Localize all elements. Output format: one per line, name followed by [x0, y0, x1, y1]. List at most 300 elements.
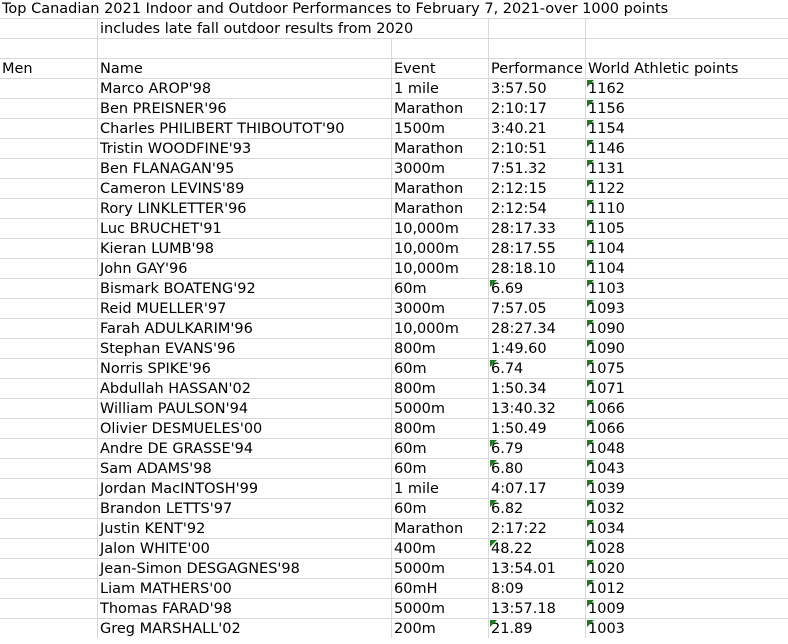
performance-cell[interactable]: [488, 98, 585, 118]
event-text: 800m: [394, 341, 436, 357]
section-cell[interactable]: [0, 578, 97, 598]
number-as-text-indicator-icon: [587, 420, 594, 427]
number-as-text-indicator-icon: [587, 320, 594, 327]
points-text: 1020: [588, 561, 625, 577]
section-cell[interactable]: [0, 78, 97, 98]
table-row: [0, 618, 788, 638]
performance-text: 2:12:54: [491, 201, 547, 217]
section-cell[interactable]: [0, 618, 97, 638]
name-cell[interactable]: [97, 578, 391, 598]
performance-cell[interactable]: [488, 158, 585, 178]
points-cell[interactable]: [585, 578, 788, 598]
number-as-text-indicator-icon: [587, 200, 594, 207]
name-cell[interactable]: [97, 258, 391, 278]
name-text: Olivier DESMUELES'00: [100, 421, 263, 437]
performance-text: 28:17.33: [491, 221, 556, 237]
performance-text: 13:54.01: [491, 561, 556, 577]
table-row: [0, 218, 788, 238]
event-text: 10,000m: [394, 221, 459, 237]
points-cell[interactable]: [585, 558, 788, 578]
name-text: Kieran LUMB'98: [100, 241, 214, 257]
performance-cell[interactable]: [488, 178, 585, 198]
table-row: [0, 498, 788, 518]
number-as-text-indicator-icon: [587, 520, 594, 527]
points-text: 1003: [588, 621, 625, 637]
cell[interactable]: [488, 18, 585, 38]
points-cell[interactable]: [585, 118, 788, 138]
number-as-text-indicator-icon: [490, 360, 497, 367]
points-text: 1032: [588, 501, 625, 517]
performance-cell[interactable]: [488, 498, 585, 518]
points-text: 1131: [588, 161, 625, 177]
points-cell[interactable]: [585, 238, 788, 258]
performance-cell[interactable]: [488, 78, 585, 98]
event-text: 800m: [394, 381, 436, 397]
section-cell[interactable]: [0, 378, 97, 398]
event-cell[interactable]: [391, 78, 488, 98]
performance-cell[interactable]: [488, 398, 585, 418]
number-as-text-indicator-icon: [490, 620, 497, 627]
event-cell[interactable]: [391, 458, 488, 478]
performance-cell[interactable]: [488, 278, 585, 298]
points-cell[interactable]: [585, 138, 788, 158]
number-as-text-indicator-icon: [587, 160, 594, 167]
cell[interactable]: [585, 18, 788, 38]
event-text: 400m: [394, 541, 436, 557]
performance-text: 1:49.60: [491, 341, 547, 357]
event-text: 60m: [394, 441, 427, 457]
section-cell[interactable]: [0, 158, 97, 178]
points-cell[interactable]: [585, 398, 788, 418]
event-cell[interactable]: [391, 158, 488, 178]
points-cell[interactable]: [585, 458, 788, 478]
points-cell[interactable]: [585, 618, 788, 638]
performance-cell[interactable]: [488, 518, 585, 538]
table-row: [0, 578, 788, 598]
name-text: Marco AROP'98: [100, 81, 212, 97]
event-cell[interactable]: [391, 438, 488, 458]
name-text: Andre DE GRASSE'94: [100, 441, 254, 457]
points-cell[interactable]: [585, 198, 788, 218]
number-as-text-indicator-icon: [587, 100, 594, 107]
event-text: 60m: [394, 281, 427, 297]
event-cell[interactable]: [391, 598, 488, 618]
table-row: [0, 358, 788, 378]
header-section[interactable]: Men: [0, 58, 97, 78]
section-cell[interactable]: [0, 258, 97, 278]
performance-cell[interactable]: [488, 338, 585, 358]
section-cell[interactable]: [0, 358, 97, 378]
points-cell[interactable]: [585, 298, 788, 318]
name-text: Tristin WOODFINE'93: [100, 141, 252, 157]
number-as-text-indicator-icon: [587, 620, 594, 627]
table-row: [0, 298, 788, 318]
section-cell[interactable]: [0, 518, 97, 538]
points-text: 1034: [588, 521, 625, 537]
event-cell[interactable]: [391, 138, 488, 158]
event-text: 10,000m: [394, 261, 459, 277]
points-text: 1110: [588, 201, 625, 217]
number-as-text-indicator-icon: [587, 240, 594, 247]
name-cell[interactable]: [97, 78, 391, 98]
table-row: [0, 598, 788, 618]
cell[interactable]: [585, 38, 788, 58]
points-cell[interactable]: [585, 418, 788, 438]
number-as-text-indicator-icon: [490, 540, 497, 547]
performance-text: 28:18.10: [491, 261, 556, 277]
event-cell[interactable]: [391, 518, 488, 538]
number-as-text-indicator-icon: [587, 540, 594, 547]
event-cell[interactable]: [391, 338, 488, 358]
points-cell[interactable]: [585, 498, 788, 518]
name-cell[interactable]: [97, 338, 391, 358]
event-cell[interactable]: [391, 398, 488, 418]
event-cell[interactable]: [391, 358, 488, 378]
event-cell[interactable]: [391, 498, 488, 518]
name-cell[interactable]: [97, 438, 391, 458]
section-cell[interactable]: [0, 198, 97, 218]
number-as-text-indicator-icon: [587, 80, 594, 87]
header-performance[interactable]: Performance: [488, 58, 585, 78]
event-cell[interactable]: [391, 558, 488, 578]
table-row: [0, 198, 788, 218]
points-text: 1075: [588, 361, 625, 377]
name-text: Sam ADAMS'98: [100, 461, 212, 477]
event-text: 60mH: [394, 581, 438, 597]
subtitle-cell[interactable]: [97, 18, 414, 38]
number-as-text-indicator-icon: [587, 400, 594, 407]
name-cell[interactable]: [97, 518, 391, 538]
name-cell[interactable]: [97, 298, 391, 318]
name-cell[interactable]: [97, 198, 391, 218]
name-cell[interactable]: [97, 138, 391, 158]
event-cell[interactable]: [391, 478, 488, 498]
performance-cell[interactable]: [488, 538, 585, 558]
number-as-text-indicator-icon: [587, 220, 594, 227]
table-row: [0, 398, 788, 418]
number-as-text-indicator-icon: [490, 500, 497, 507]
table-row: [0, 318, 788, 338]
performance-cell[interactable]: [488, 438, 585, 458]
table-row: [0, 438, 788, 458]
section-cell[interactable]: [0, 458, 97, 478]
performance-cell[interactable]: [488, 118, 585, 138]
event-cell[interactable]: [391, 98, 488, 118]
points-cell[interactable]: [585, 358, 788, 378]
performance-cell[interactable]: [488, 318, 585, 338]
name-text: Farah ADULKARIM'96: [100, 321, 253, 337]
section-cell[interactable]: [0, 218, 97, 238]
points-text: 1103: [588, 281, 625, 297]
name-cell[interactable]: [97, 158, 391, 178]
name-text: Thomas FARAD'98: [100, 601, 233, 617]
section-cell[interactable]: [0, 498, 97, 518]
points-text: 1009: [588, 601, 625, 617]
cell[interactable]: [0, 38, 97, 58]
performance-text: 28:27.34: [491, 321, 556, 337]
table-row: [0, 238, 788, 258]
performance-cell[interactable]: [488, 258, 585, 278]
performance-cell[interactable]: [488, 558, 585, 578]
points-text: 1104: [588, 261, 625, 277]
number-as-text-indicator-icon: [587, 380, 594, 387]
header-row: [0, 58, 788, 78]
sheet-title[interactable]: Top Canadian 2021 Indoor and Outdoor Performances to February 7, 2021-over 1000 points: [2, 1, 669, 17]
section-cell[interactable]: [0, 178, 97, 198]
name-text: William PAULSON'94: [100, 401, 249, 417]
points-text: 1012: [588, 581, 625, 597]
event-cell[interactable]: [391, 238, 488, 258]
table-row: [0, 458, 788, 478]
name-text: Jordan MacINTOSH'99: [100, 481, 259, 497]
number-as-text-indicator-icon: [587, 120, 594, 127]
name-cell[interactable]: [97, 358, 391, 378]
name-text: Abdullah HASSAN'02: [100, 381, 251, 397]
event-cell[interactable]: [391, 538, 488, 558]
table-row: [0, 78, 788, 98]
name-text: Justin KENT'92: [100, 521, 206, 537]
section-cell[interactable]: [0, 298, 97, 318]
event-cell[interactable]: [391, 258, 488, 278]
section-cell[interactable]: [0, 558, 97, 578]
performance-text: 4:07.17: [491, 481, 547, 497]
section-cell[interactable]: [0, 118, 97, 138]
points-text: 1039: [588, 481, 625, 497]
section-cell[interactable]: [0, 98, 97, 118]
number-as-text-indicator-icon: [490, 460, 497, 467]
performance-text: 2:12:15: [491, 181, 547, 197]
points-cell[interactable]: [585, 478, 788, 498]
number-as-text-indicator-icon: [587, 560, 594, 567]
event-cell[interactable]: [391, 298, 488, 318]
section-cell[interactable]: [0, 318, 97, 338]
cell[interactable]: [0, 18, 97, 38]
section-cell[interactable]: [0, 398, 97, 418]
performance-cell[interactable]: [488, 198, 585, 218]
event-cell[interactable]: [391, 118, 488, 138]
event-text: Marathon: [394, 521, 464, 537]
name-text: Bismark BOATENG'92: [100, 281, 256, 297]
cell[interactable]: [391, 38, 488, 58]
points-cell[interactable]: [585, 218, 788, 238]
points-cell[interactable]: [585, 378, 788, 398]
performance-cell[interactable]: [488, 458, 585, 478]
performance-text: 6.69: [491, 281, 524, 297]
event-cell[interactable]: [391, 618, 488, 638]
name-cell[interactable]: [97, 238, 391, 258]
name-text: Greg MARSHALL'02: [100, 621, 241, 637]
number-as-text-indicator-icon: [587, 360, 594, 367]
name-cell[interactable]: [97, 598, 391, 618]
number-as-text-indicator-icon: [587, 460, 594, 467]
performance-text: 21.89: [491, 621, 533, 637]
name-text: Ben PREISNER'96: [100, 101, 227, 117]
name-text: Reid MUELLER'97: [100, 301, 227, 317]
points-cell[interactable]: [585, 338, 788, 358]
performance-text: 13:40.32: [491, 401, 556, 417]
event-text: 1 mile: [394, 81, 439, 97]
event-text: 5000m: [394, 401, 446, 417]
name-cell[interactable]: [97, 458, 391, 478]
points-text: 1090: [588, 321, 625, 337]
performance-cell[interactable]: [488, 138, 585, 158]
points-text: 1066: [588, 421, 625, 437]
section-cell[interactable]: [0, 278, 97, 298]
name-cell[interactable]: [97, 178, 391, 198]
points-text: 1105: [588, 221, 625, 237]
table-row: [0, 258, 788, 278]
event-text: 800m: [394, 421, 436, 437]
performance-text: 2:10:51: [491, 141, 547, 157]
table-row: [0, 278, 788, 298]
cell[interactable]: [97, 38, 391, 58]
header-points[interactable]: World Athletic points: [585, 58, 788, 78]
cell[interactable]: [488, 38, 585, 58]
number-as-text-indicator-icon: [587, 180, 594, 187]
table-row: [0, 518, 788, 538]
event-text: 3000m: [394, 301, 446, 317]
points-cell[interactable]: [585, 598, 788, 618]
event-text: 60m: [394, 461, 427, 477]
section-cell[interactable]: [0, 138, 97, 158]
event-cell[interactable]: [391, 378, 488, 398]
points-cell[interactable]: [585, 178, 788, 198]
performance-cell[interactable]: [488, 218, 585, 238]
event-text: Marathon: [394, 101, 464, 117]
points-cell[interactable]: [585, 518, 788, 538]
name-cell[interactable]: [97, 418, 391, 438]
sheet-subtitle: includes late fall outdoor results from 2020: [100, 21, 414, 37]
number-as-text-indicator-icon: [490, 280, 497, 287]
table-row: [0, 558, 788, 578]
points-cell[interactable]: [585, 158, 788, 178]
section-cell[interactable]: [0, 338, 97, 358]
event-text: 60m: [394, 361, 427, 377]
points-text: 1122: [588, 181, 625, 197]
performance-cell[interactable]: [488, 478, 585, 498]
section-cell[interactable]: [0, 438, 97, 458]
points-cell[interactable]: [585, 538, 788, 558]
event-text: 1500m: [394, 121, 446, 137]
name-cell[interactable]: [97, 618, 391, 638]
number-as-text-indicator-icon: [587, 500, 594, 507]
table-row: [0, 118, 788, 138]
event-cell[interactable]: [391, 198, 488, 218]
performance-text: 7:51.32: [491, 161, 547, 177]
performance-cell[interactable]: [488, 418, 585, 438]
event-cell[interactable]: [391, 218, 488, 238]
event-cell[interactable]: [391, 278, 488, 298]
performance-text: 7:57.05: [491, 301, 547, 317]
name-text: Brandon LETTS'97: [100, 501, 233, 517]
name-text: Rory LINKLETTER'96: [100, 201, 247, 217]
section-cell[interactable]: [0, 418, 97, 438]
name-cell[interactable]: [97, 538, 391, 558]
name-cell[interactable]: [97, 318, 391, 338]
performance-text: 28:17.55: [491, 241, 556, 257]
performance-text: 6.79: [491, 441, 524, 457]
performance-cell[interactable]: [488, 378, 585, 398]
name-cell[interactable]: [97, 378, 391, 398]
table-row: [0, 178, 788, 198]
name-text: Liam MATHERS'00: [100, 581, 232, 597]
event-cell[interactable]: [391, 318, 488, 338]
points-text: 1104: [588, 241, 625, 257]
name-cell[interactable]: [97, 398, 391, 418]
number-as-text-indicator-icon: [587, 340, 594, 347]
points-cell[interactable]: [585, 318, 788, 338]
section-cell[interactable]: [0, 478, 97, 498]
points-cell[interactable]: [585, 438, 788, 458]
table-row: [0, 98, 788, 118]
section-cell[interactable]: [0, 598, 97, 618]
header-event[interactable]: Event: [391, 58, 488, 78]
event-text: 200m: [394, 621, 436, 637]
table-row: [0, 478, 788, 498]
performance-cell[interactable]: [488, 358, 585, 378]
header-name[interactable]: Name: [97, 58, 391, 78]
event-cell[interactable]: [391, 178, 488, 198]
points-cell[interactable]: [585, 78, 788, 98]
performance-text: 6.80: [491, 461, 524, 477]
number-as-text-indicator-icon: [587, 480, 594, 487]
event-text: 5000m: [394, 561, 446, 577]
event-cell[interactable]: [391, 418, 488, 438]
name-text: Charles PHILIBERT THIBOUTOT'90: [100, 121, 345, 137]
event-text: 10,000m: [394, 321, 459, 337]
table-row: [0, 378, 788, 398]
performance-cell[interactable]: [488, 618, 585, 638]
points-text: 1156: [588, 101, 625, 117]
performance-text: 2:17:22: [491, 521, 547, 537]
event-text: 3000m: [394, 161, 446, 177]
name-cell[interactable]: [97, 118, 391, 138]
performance-cell[interactable]: [488, 238, 585, 258]
performance-cell[interactable]: [488, 298, 585, 318]
number-as-text-indicator-icon: [490, 440, 497, 447]
number-as-text-indicator-icon: [587, 300, 594, 307]
points-text: 1090: [588, 341, 625, 357]
points-text: 1154: [588, 121, 625, 137]
name-cell[interactable]: [97, 278, 391, 298]
points-cell[interactable]: [585, 278, 788, 298]
name-text: Stephan EVANS'96: [100, 341, 236, 357]
section-cell[interactable]: [0, 538, 97, 558]
name-cell[interactable]: [97, 558, 391, 578]
performance-cell[interactable]: [488, 598, 585, 618]
points-text: 1048: [588, 441, 625, 457]
points-cell[interactable]: [585, 258, 788, 278]
cell[interactable]: [391, 18, 488, 38]
event-cell[interactable]: [391, 578, 488, 598]
points-text: 1162: [588, 81, 625, 97]
table-row: [0, 158, 788, 178]
name-cell[interactable]: [97, 478, 391, 498]
points-text: 1028: [588, 541, 625, 557]
event-text: 60m: [394, 501, 427, 517]
name-cell[interactable]: [97, 218, 391, 238]
number-as-text-indicator-icon: [587, 580, 594, 587]
performance-cell[interactable]: [488, 578, 585, 598]
subtitle-row: [0, 18, 788, 38]
section-cell[interactable]: [0, 238, 97, 258]
points-cell[interactable]: [585, 98, 788, 118]
name-cell[interactable]: [97, 98, 391, 118]
event-text: Marathon: [394, 201, 464, 217]
performance-text: 2:10:17: [491, 101, 547, 117]
name-cell[interactable]: [97, 498, 391, 518]
performance-text: 6.74: [491, 361, 524, 377]
